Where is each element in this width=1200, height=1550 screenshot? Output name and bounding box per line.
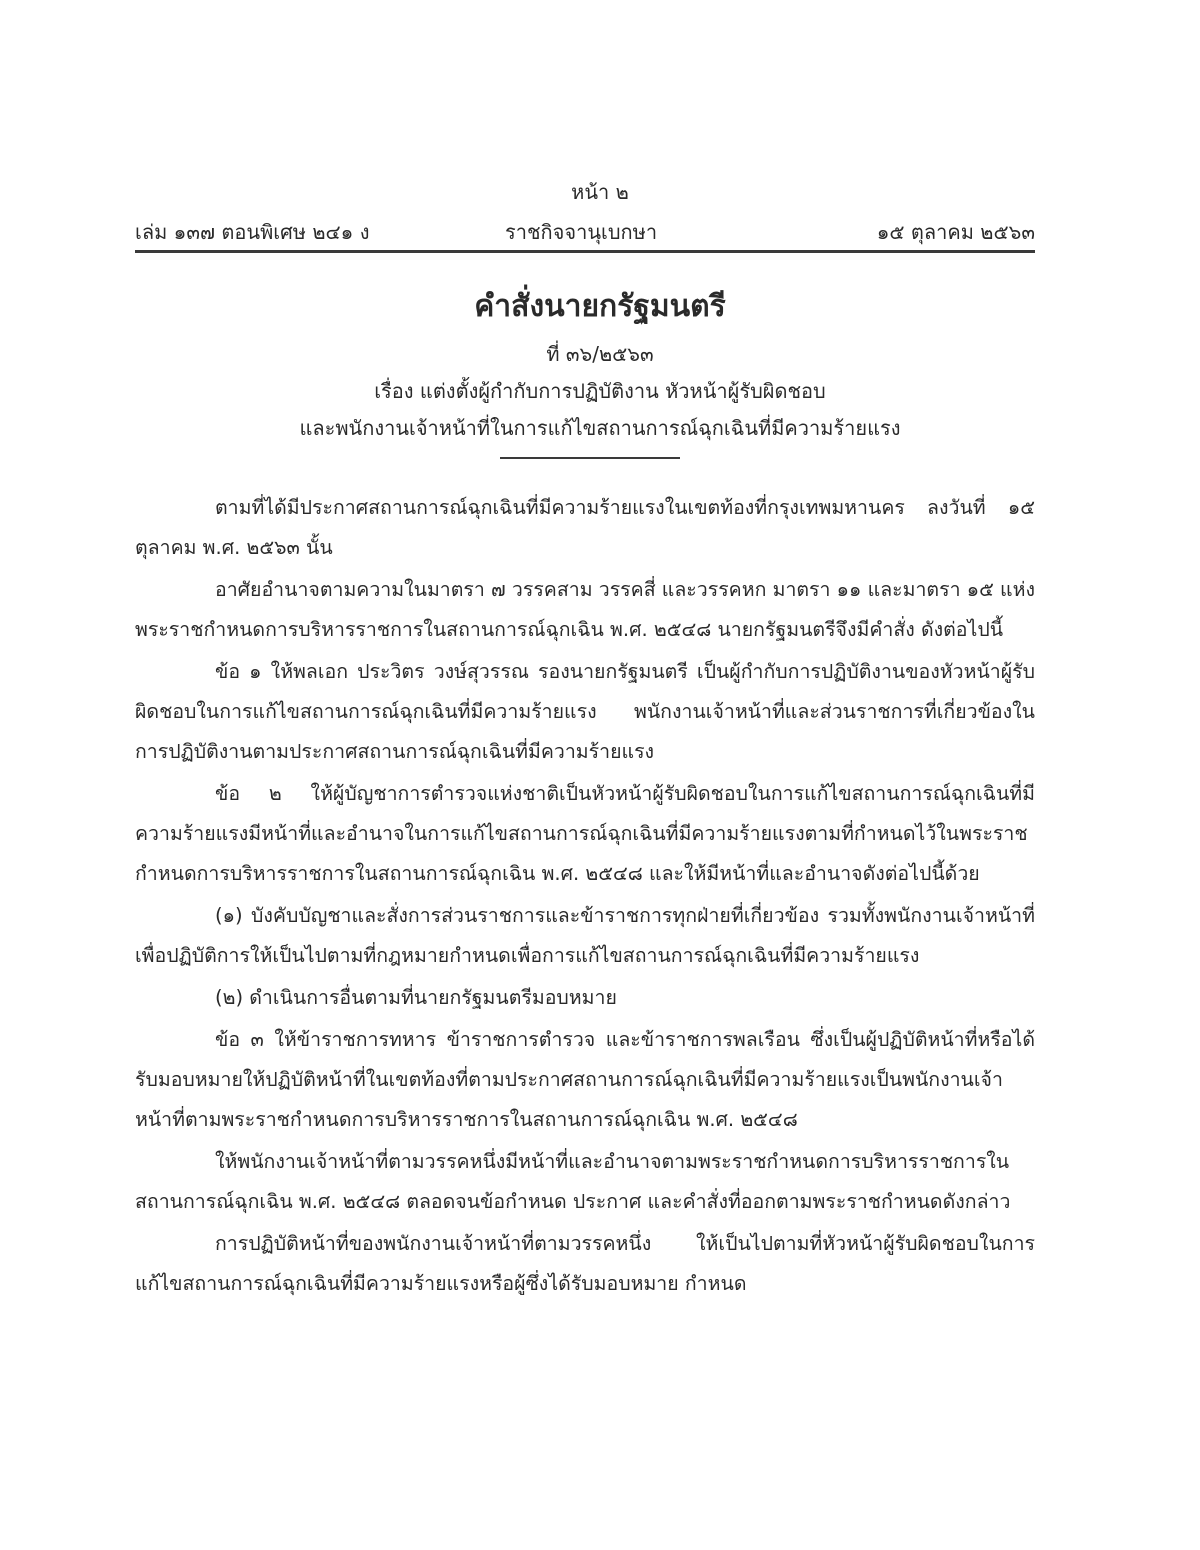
publication-date: ๑๕ ตุลาคม ๒๕๖๓ [876,220,1035,244]
gazette-header [135,216,1035,246]
subject-line-2: และพนักงานเจ้าหน้าที่ในการแก้ไขสถานการณ์ฉุกเฉินที่มีความร้ายแรง [299,416,901,440]
paragraph: ข้อ ๒ ให้ผู้บัญชาการตำรวจแห่งชาติเป็นหัวหน้าผู้รับผิดชอบในการแก้ไขสถานการณ์ฉุกเฉินที่มีความร้ายแรงมีหน้าที่และอำนาจในการแก้ไขสถานการณ์ฉุกเฉินที่มีความร้ายแรงตามที่กำหนดไว้ในพระราชกำหนดการบริหารราชการในสถานการณ์ฉุกเฉิน พ.ศ. ๒๕๔๘ และให้มีหน้าที่และอำนาจดังต่อไปนี้ด้วย [135,782,1035,885]
paragraph: ข้อ ๓ ให้ข้าราชการทหาร ข้าราชการตำรวจ และข้าราชการพลเรือน ซึ่งเป็นผู้ปฏิบัติหน้าที่หรือได้รับมอบหมายให้ปฏิบัติหน้าที่ในเขตท้องที่ตามประกาศสถานการณ์ฉุกเฉินที่มีความร้ายแรงเป็นพนักงานเจ้าหน้าที่ตามพระราชกำหนดการบริหารราชการในสถานการณ์ฉุกเฉิน พ.ศ. ๒๕๔๘ [135,1028,1035,1131]
gazette-name: ราชกิจจานุเบกษา [505,220,658,244]
paragraph: อาศัยอำนาจตามความในมาตรา ๗ วรรคสาม วรรคสี่ และวรรคหก มาตรา ๑๑ และมาตรา ๑๕ แห่งพระราชกำหนดการบริหารราชการในสถานการณ์ฉุกเฉิน พ.ศ. ๒๕๔๘ นายกรัฐมนตรีจึงมีคำสั่ง ดังต่อไปนี้ [135,578,1035,641]
header-divider [135,250,1035,253]
document-title: คำสั่งนายกรัฐมนตรี [474,289,726,324]
paragraph: ตามที่ได้มีประกาศสถานการณ์ฉุกเฉินที่มีความร้ายแรงในเขตท้องที่กรุงเทพมหานคร ลงวันที่ ๑๕ ตุลาคม พ.ศ. ๒๕๖๓ นั้น [135,496,1035,559]
paragraph: (๒) ดำเนินการอื่นตามที่นายกรัฐมนตรีมอบหมาย [215,986,617,1009]
order-number: ที่ ๓๖/๒๕๖๓ [546,342,654,366]
volume-info: เล่ม ๑๓๗ ตอนพิเศษ ๒๔๑ ง [135,220,370,244]
document-body [135,488,1035,1306]
paragraph: (๑) บังคับบัญชาและสั่งการส่วนราชการและข้าราชการทุกฝ่ายที่เกี่ยวข้อง รวมทั้งพนักงานเจ้าหน้าที่เพื่อปฏิบัติการให้เป็นไปตามที่กฎหมายกำหนดเพื่อการแก้ไขสถานการณ์ฉุกเฉินที่มีความร้ายแรง [135,904,1035,967]
paragraph: ให้พนักงานเจ้าหน้าที่ตามวรรคหนึ่งมีหน้าที่และอำนาจตามพระราชกำหนดการบริหารราชการในสถานการณ์ฉุกเฉิน พ.ศ. ๒๕๔๘ ตลอดจนข้อกำหนด ประกาศ และคำสั่งที่ออกตามพระราชกำหนดดังกล่าว [135,1150,1011,1213]
page-number: หน้า ๒ [571,180,629,204]
paragraph: การปฏิบัติหน้าที่ของพนักงานเจ้าหน้าที่ตามวรรคหนึ่ง ให้เป็นไปตามที่หัวหน้าผู้รับผิดชอบในการแก้ไขสถานการณ์ฉุกเฉินที่มีความร้ายแรงหรือผู้ซึ่งได้รับมอบหมาย กำหนด [135,1232,1035,1295]
paragraph: ข้อ ๑ ให้พลเอก ประวิตร วงษ์สุวรรณ รองนายกรัฐมนตรี เป็นผู้กำกับการปฏิบัติงานของหัวหน้าผู้รับผิดชอบในการแก้ไขสถานการณ์ฉุกเฉินที่มีความร้ายแรง พนักงานเจ้าหน้าที่และส่วนราชการที่เกี่ยวข้องในการปฏิบัติงานตามประกาศสถานการณ์ฉุกเฉินที่มีความร้ายแรง [135,660,1035,763]
subject-line-1: เรื่อง แต่งตั้งผู้กำกับการปฏิบัติงาน หัวหน้าผู้รับผิดชอบ [374,379,826,403]
title-divider [500,457,680,459]
